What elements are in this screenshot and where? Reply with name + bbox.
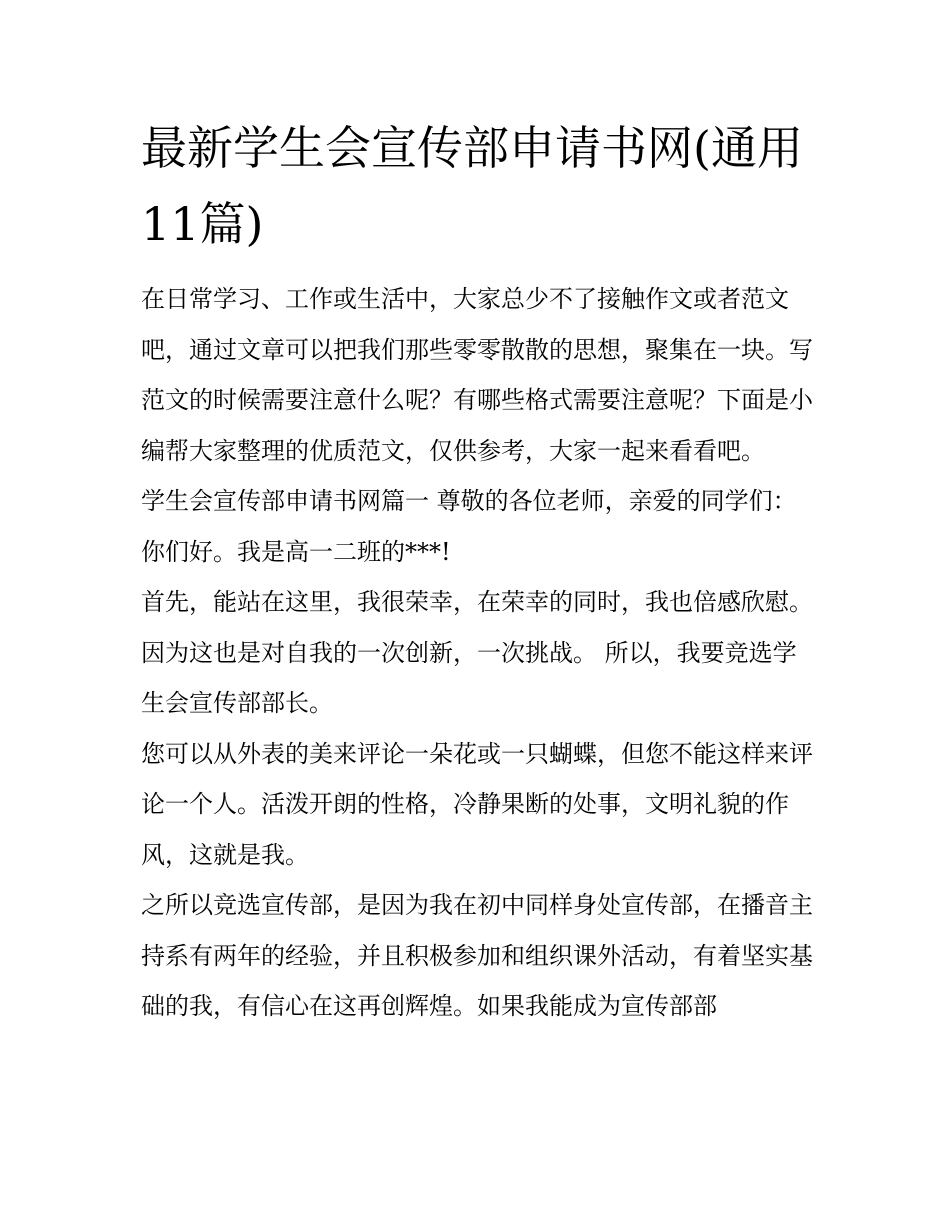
- paragraph-greeting: 学生会宣传部申请书网篇一 尊敬的各位老师，亲爱的同学们： 你们好。我是高一二班的***!: [141, 487, 797, 566]
- paragraph-intro: 在日常学习、工作或生活中，大家总少不了接触作文或者范文吧，通过文章可以把我们那些零零散散的思想，聚集在一块。写范文的时候需要注意什么呢？有哪些格式需要注意呢？下面是小编帮大家整理的优质范文，仅供参考，大家一起来看看吧。: [141, 285, 813, 465]
- paragraph-self-description: 您可以从外表的美来评论一朵花或一只蝴蝶，但您不能这样来评论一个人。活泼开朗的性格，冷静果断的处事，文明礼貌的作风，这就是我。: [141, 739, 813, 869]
- document-title: 最新学生会宣传部申请书网(通用11篇): [141, 121, 803, 251]
- document-body: [141, 110, 816, 1032]
- paragraph-opening: 首先，能站在这里，我很荣幸，在荣幸的同时，我也倍感欣慰。因为这也是对自我的一次创新，一次挑战。 所以，我要竞选学生会宣传部部长。: [141, 588, 813, 717]
- paragraph-experience: 之所以竞选宣传部，是因为我在初中同样身处宣传部，在播音主持系有两年的经验，并且积极参加和组织课外活动，有着坚实基础的我，有信心在这再创辉煌。如果我能成为宣传部部: [141, 891, 813, 1020]
